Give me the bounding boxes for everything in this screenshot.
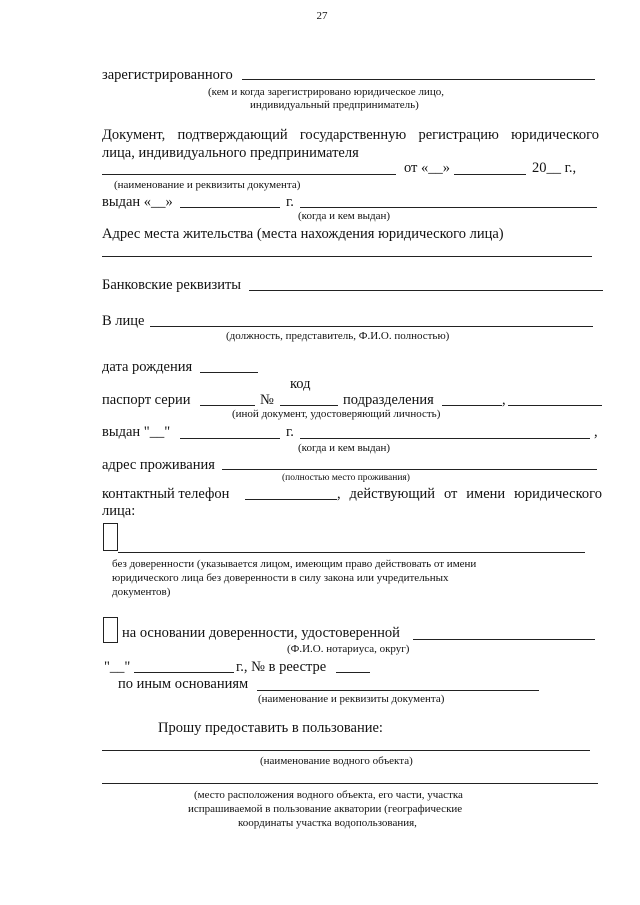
location-hint-1: (место расположения водного объекта, его части, участка bbox=[194, 789, 463, 801]
registered-hint-1: (кем и когда зарегистрировано юридическое лицо, bbox=[208, 86, 444, 98]
passport-series-label: паспорт серии bbox=[102, 392, 191, 408]
page-number: 27 bbox=[316, 10, 328, 22]
reg-doc-line-2: лица, индивидуального предпринимателя bbox=[102, 145, 359, 161]
passport-num-label: № bbox=[260, 392, 274, 408]
passport-issued-comma: , bbox=[594, 424, 598, 440]
address-label: Адрес места жительства (места нахождения юридического лица) bbox=[102, 226, 504, 242]
location-hint-2: испрашиваемой в пользование акватории (географические bbox=[188, 803, 463, 815]
water-object-hint: (наименование водного объекта) bbox=[260, 755, 413, 767]
reg-doc-month-line[interactable] bbox=[454, 174, 526, 175]
proxy-other-hint: (наименование и реквизиты документа) bbox=[258, 693, 445, 705]
proxy-checkbox[interactable] bbox=[103, 617, 118, 643]
proxy-g-reg: г., № в реестре bbox=[236, 659, 327, 675]
passport-issued-hint: (когда и кем выдан) bbox=[298, 442, 391, 454]
address-input-line[interactable] bbox=[102, 256, 592, 257]
passport-issued: выдан "__" bbox=[102, 424, 171, 440]
water-object-line[interactable] bbox=[102, 750, 590, 751]
bank-input-line[interactable] bbox=[249, 290, 603, 291]
phone-label: контактный телефон bbox=[102, 486, 230, 502]
registered-input-line[interactable] bbox=[242, 79, 595, 80]
reg-doc-line-1: Документ, подтверждающий государственную регистрацию юридического bbox=[102, 127, 599, 143]
phone-input-line[interactable] bbox=[245, 499, 337, 500]
no-proxy-line[interactable] bbox=[118, 552, 585, 553]
no-proxy-text-2: юридического лица без доверенности в силу закона или учредительных bbox=[112, 572, 449, 584]
birth-label: дата рождения bbox=[102, 359, 193, 375]
passport-comma: , bbox=[502, 392, 506, 408]
location-hint-3: координаты участка водопользования, bbox=[238, 817, 417, 829]
passport-hint: (иной документ, удостоверяющий личность) bbox=[232, 408, 441, 420]
person-input-line[interactable] bbox=[150, 326, 593, 327]
passport-extra-line[interactable] bbox=[508, 405, 602, 406]
proxy-other: по иным основаниям bbox=[118, 676, 249, 692]
no-proxy-checkbox[interactable] bbox=[103, 523, 118, 551]
proxy-date: "__" bbox=[104, 659, 131, 675]
reg-doc-issued-hint: (когда и кем выдан) bbox=[298, 210, 391, 222]
passport-kod: код bbox=[290, 376, 311, 392]
proxy-notary-line[interactable] bbox=[413, 639, 595, 640]
passport-series-line[interactable] bbox=[200, 405, 255, 406]
passport-issued-month-line[interactable] bbox=[180, 438, 280, 439]
reg-doc-issued-by-line[interactable] bbox=[300, 207, 597, 208]
passport-number-line[interactable] bbox=[280, 405, 338, 406]
person-hint: (должность, представитель, Ф.И.О. полностью) bbox=[226, 330, 450, 342]
proxy-label: на основании доверенности, удостоверенной bbox=[122, 625, 400, 641]
no-proxy-text-1: без доверенности (указывается лицом, имеющим право действовать от имени bbox=[112, 558, 477, 570]
reg-doc-g: г. bbox=[286, 194, 294, 210]
reg-doc-issued: выдан «__» bbox=[102, 194, 173, 210]
residence-label: адрес проживания bbox=[102, 457, 215, 473]
registered-hint-2: индивидуальный предприниматель) bbox=[250, 99, 419, 111]
phone-rest: , действующий от имени юридического bbox=[337, 486, 602, 502]
passport-g: г. bbox=[286, 424, 294, 440]
residence-input-line[interactable] bbox=[222, 469, 597, 470]
request-title: Прошу предоставить в пользование: bbox=[158, 720, 383, 736]
reg-doc-from: от «__» bbox=[404, 160, 451, 176]
reg-doc-year: 20__ г., bbox=[532, 160, 577, 176]
reg-doc-issued-month-line[interactable] bbox=[180, 207, 280, 208]
no-proxy-text-3: документов) bbox=[112, 586, 171, 598]
phone-line-2: лица: bbox=[102, 503, 136, 519]
birth-input-line[interactable] bbox=[200, 372, 258, 373]
reg-doc-name-line[interactable] bbox=[102, 174, 396, 175]
passport-division-label: подразделения bbox=[343, 392, 434, 408]
proxy-other-line[interactable] bbox=[257, 690, 539, 691]
residence-hint: (полностью место проживания) bbox=[282, 473, 410, 483]
proxy-date-line[interactable] bbox=[134, 672, 234, 673]
location-line[interactable] bbox=[102, 783, 598, 784]
passport-division-line[interactable] bbox=[442, 405, 502, 406]
person-label: В лице bbox=[102, 313, 145, 329]
proxy-registry-line[interactable] bbox=[336, 672, 370, 673]
bank-label: Банковские реквизиты bbox=[102, 277, 242, 293]
passport-issued-by-line[interactable] bbox=[300, 438, 590, 439]
reg-doc-hint: (наименование и реквизиты документа) bbox=[114, 179, 301, 191]
registered-label: зарегистрированного bbox=[102, 67, 233, 83]
proxy-hint: (Ф.И.О. нотариуса, округ) bbox=[287, 643, 410, 655]
